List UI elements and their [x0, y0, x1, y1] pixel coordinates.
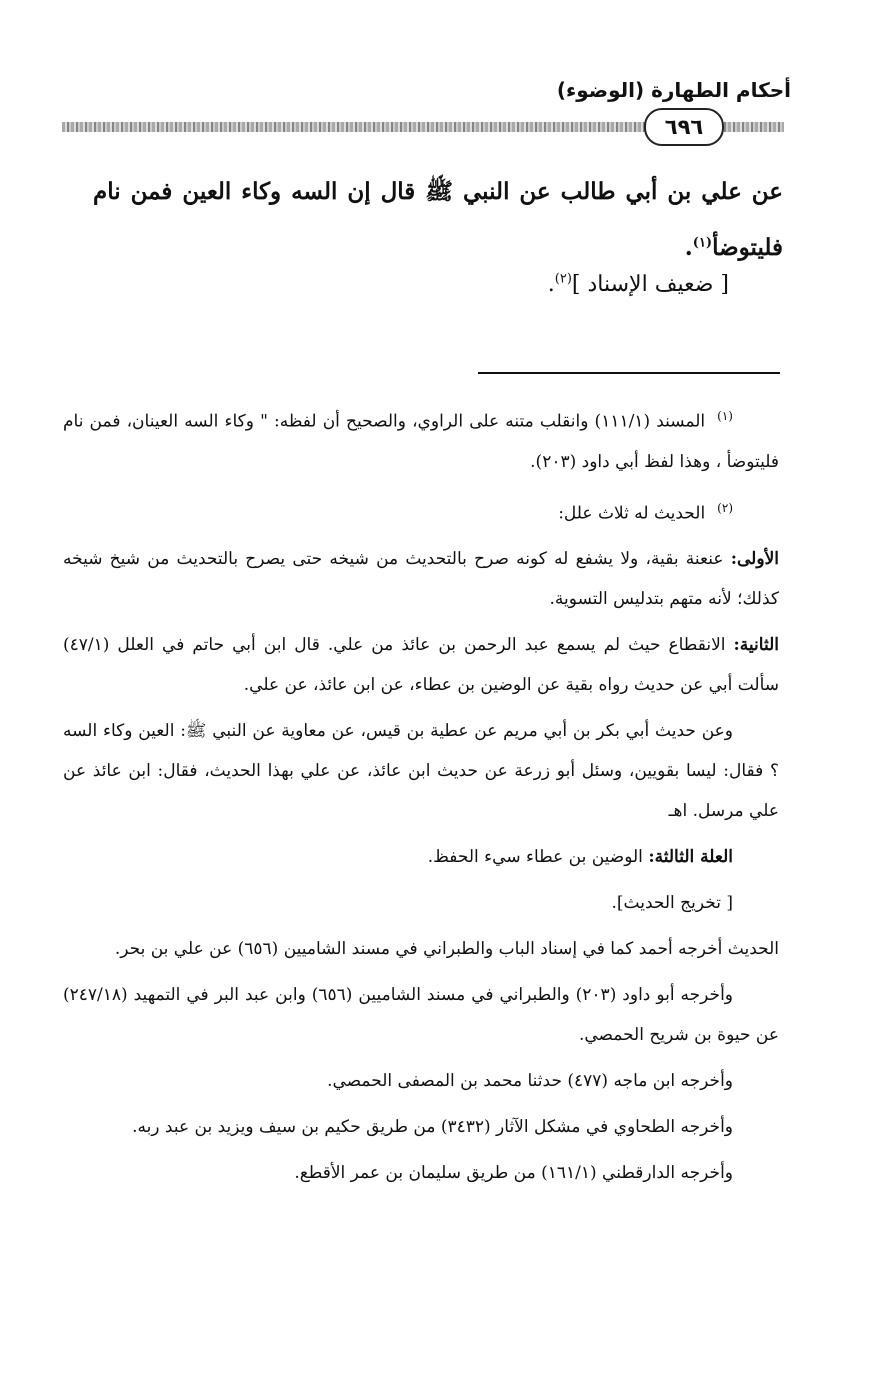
footnotes: [63, 396, 779, 1199]
footnote-paragraph: [63, 1107, 779, 1147]
hadith-end: .: [684, 234, 693, 261]
page-number: ٦٩٦: [644, 108, 724, 146]
footnote-paragraph: [63, 1061, 779, 1101]
footnote-paragraph: [63, 711, 779, 831]
footnote-2: [63, 488, 779, 534]
paragraph-text: [ تخريج الحديث].: [611, 893, 733, 914]
footnote-paragraph: [63, 975, 779, 1055]
grade-text: [ ضعيف الإسناد ]: [571, 272, 729, 297]
paragraph-text: وأخرجه ابن ماجه (٤٧٧) حدثنا محمد بن المصفى الحمصي.: [327, 1071, 733, 1092]
footnote-paragraph: [63, 837, 779, 877]
footnote-separator: [478, 372, 780, 374]
hadith-text: عن علي بن أبي طالب عن النبي ﷺ قال إن السه وكاء العين فمن نام فليتوضأ: [93, 178, 783, 261]
running-title: أحكام الطهارة (الوضوء): [556, 78, 791, 102]
footnote-1: [63, 396, 779, 482]
footnote-text: المسند (١١١/١) وانقلب متنه على الراوي، والصحيح أن لفظه: " وكاء السه العينان، فمن نام فليتوضأ ، وهذا لفظ أبي داود (٢٠٣).: [63, 411, 779, 472]
footnote-text: الحديث له ثلاث علل:: [558, 503, 706, 524]
footnote-ref-2: (٢): [554, 271, 572, 287]
paragraph-lead: العلة الثالثة:: [648, 847, 733, 868]
footnote-marker: (١): [717, 409, 733, 423]
footnote-ref-1: (١): [692, 235, 713, 251]
grade-end: .: [547, 272, 555, 297]
hadith-text-block: [93, 164, 783, 276]
paragraph-lead: الثانية:: [733, 635, 779, 656]
footnote-paragraph: [63, 1153, 779, 1193]
paragraph-text: عنعنة بقية، ولا يشفع له كونه صرح بالتحديث من شيخه حتى يصرح بالتحديث من شيخ شيخه كذلك؛ لأنه متهم بتدليس التسوية.: [63, 549, 779, 610]
footnote-paragraph: [63, 929, 779, 969]
paragraph-text: الحديث أخرجه أحمد كما في إسناد الباب والطبراني في مسند الشاميين (٦٥٦) عن علي بن بحر.: [114, 939, 779, 960]
footnote-paragraph: [63, 883, 779, 923]
paragraph-lead: الأولى:: [730, 549, 779, 570]
footnote-paragraph: [63, 625, 779, 705]
grade-line: [548, 272, 729, 297]
footnote-paragraph: [63, 539, 779, 619]
paragraph-text: وأخرجه أبو داود (٢٠٣) والطبراني في مسند الشاميين (٦٥٦) وابن عبد البر في التمهيد (٢٤٧/١٨) عن حيوة بن شريح الحمصي.: [63, 985, 779, 1046]
paragraph-text: الوضين بن عطاء سيء الحفظ.: [427, 847, 649, 868]
paragraph-text: وأخرجه الطحاوي في مشكل الآثار (٣٤٣٢) من طريق حكيم بن سيف ويزيد بن عبد ربه.: [132, 1117, 733, 1138]
paragraph-text: وأخرجه الدارقطني (١٦١/١) من طريق سليمان بن عمر الأقطع.: [294, 1163, 733, 1184]
footnote-marker: (٢): [717, 500, 733, 515]
paragraph-text: وعن حديث أبي بكر بن أبي مريم عن عطية بن قيس، عن معاوية عن النبي ﷺ: العين وكاء السه ؟ فقال: ليسا بقويين، وسئل أبو زرعة عن حديث ابن عائذ، عن علي بهذا الحديث، فقال: ابن عائذ عن علي مرسل. اهـ: [63, 721, 779, 822]
paragraph-text: الانقطاع حيث لم يسمع عبد الرحمن بن عائذ من علي. قال ابن أبي حاتم في العلل (٤٧/١) سألت أبي عن حديث رواه بقية عن الوضين بن عطاء، عن ابن عائذ، عن علي.: [63, 635, 779, 696]
